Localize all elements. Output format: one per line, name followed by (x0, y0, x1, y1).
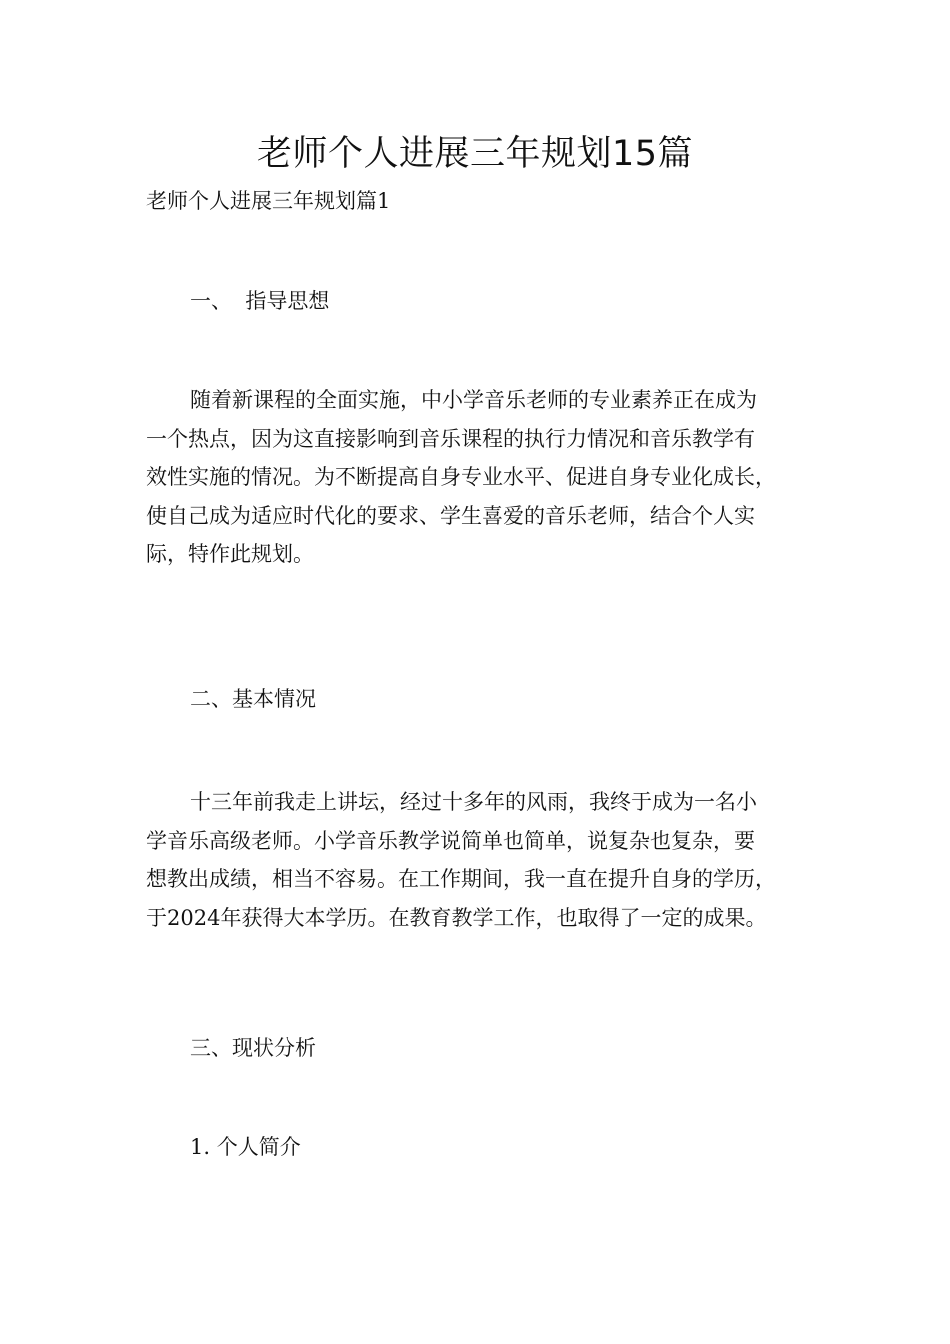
paragraph-guiding-ideology (146, 381, 806, 574)
paragraph-line: 十三年前我走上讲坛，经过十多年的风雨，我终于成为一名小 (190, 790, 757, 814)
paragraph-line: 学音乐高级老师。小学音乐教学说简单也简单，说复杂也复杂，要 (146, 828, 755, 853)
paragraph-line: 随着新课程的全面实施，中小学音乐老师的专业素养正在成为 (190, 388, 757, 412)
paragraph-line: 使自己成为适应时代化的要求、学生喜爱的音乐老师，结合个人实 (146, 503, 755, 528)
section-heading-basic-situation: 二、基本情况 (190, 687, 316, 711)
paragraph-basic-situation (146, 783, 806, 937)
section-heading-status-analysis: 三、现状分析 (190, 1036, 316, 1060)
paragraph-line: 一个热点，因为这直接影响到音乐课程的执行力情况和音乐教学有 (146, 426, 755, 451)
paragraph-line: 想教出成绩，相当不容易。在工作期间，我一直在提升自身的学历， (146, 867, 776, 891)
subsection-heading-personal-profile: 1. 个人简介 (190, 1135, 301, 1159)
paragraph-line: 际，特作此规划。 (146, 542, 314, 566)
section-heading-guiding-ideology: 一、 指导思想 (190, 289, 330, 313)
paragraph-line: 效性实施的情况。为不断提高自身专业水平、促进自身专业化成长， (146, 465, 776, 489)
paragraph-line: 于2024年获得大本学历。在教育教学工作，也取得了一定的成果。 (146, 905, 767, 930)
document-subtitle: 老师个人进展三年规划篇1 (146, 189, 391, 213)
document-title: 老师个人进展三年规划15篇 (256, 134, 694, 174)
